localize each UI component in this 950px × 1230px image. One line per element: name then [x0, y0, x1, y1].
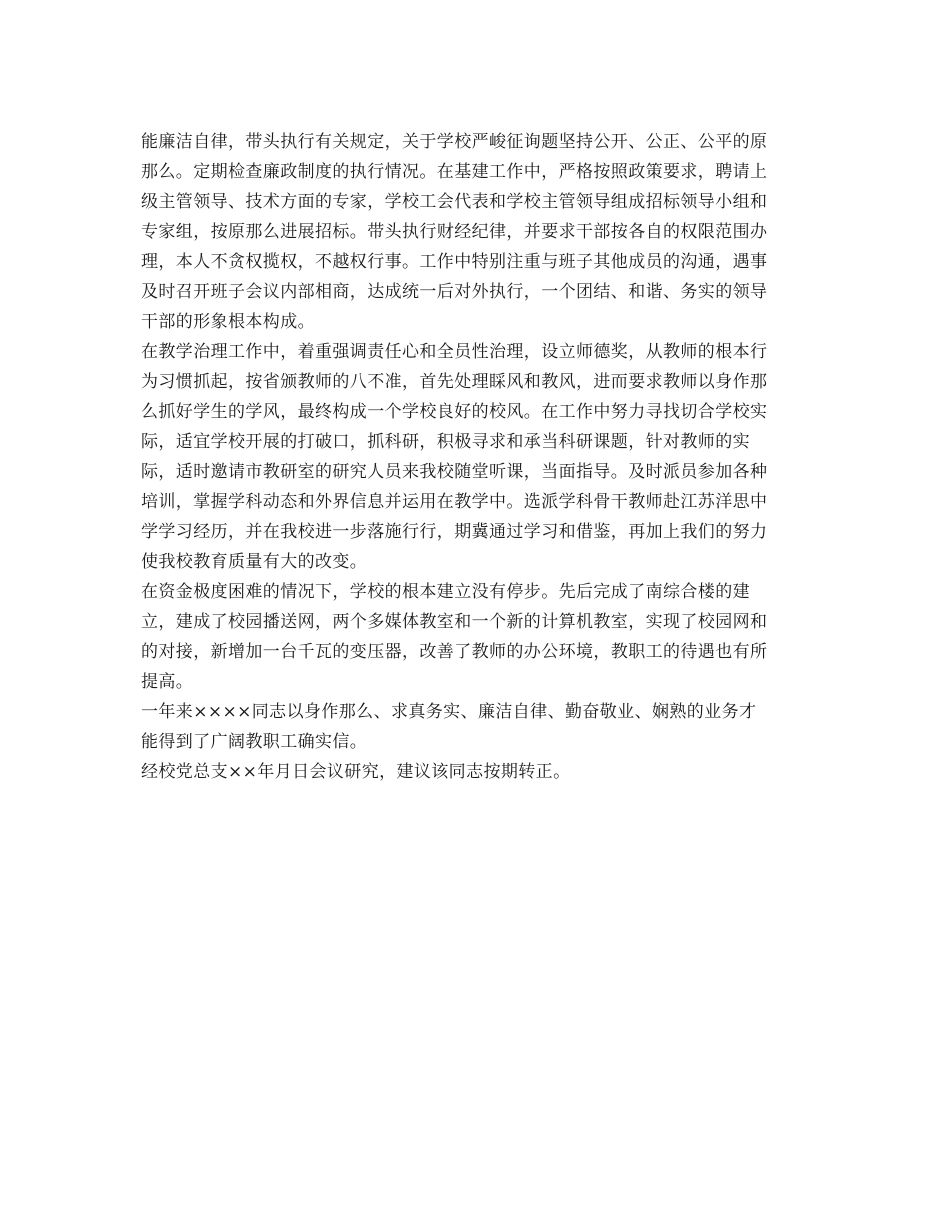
text-line: 在教学治理工作中，着重强调责任心和全员性治理，设立师德奖，从教师的根本行: [141, 342, 768, 362]
text-line: 的对接，新增加一台千瓦的变压器，改善了教师的办公环境，教职工的待遇也有所: [141, 642, 768, 662]
text-line: 专家组，按原那么进展招标。带头执行财经纪律，并要求干部按各自的权限范围办: [141, 222, 768, 242]
document-body: [141, 128, 821, 788]
text-line: 一年来××××同志以身作那么、求真务实、廉洁自律、勤奋敬业、娴熟的业务才: [141, 702, 757, 722]
text-line: 么抓好学生的学风，最终构成一个学校良好的校风。在工作中努力寻找切合学校实: [141, 402, 768, 422]
text-line: 学学习经历，并在我校进一步落施行行，期冀通过学习和借鉴，再加上我们的努力: [141, 522, 768, 542]
text-line: 理，本人不贪权揽权，不越权行事。工作中特别注重与班子其他成员的沟通，遇事: [141, 252, 768, 272]
text-line: 际，适宜学校开展的打破口，抓科研，积极寻求和承当科研课题，针对教师的实: [141, 432, 750, 452]
text-line: 培训，掌握学科动态和外界信息并运用在教学中。选派学科骨干教师赴江苏洋思中: [141, 492, 768, 512]
text-line: 能廉洁自律，带头执行有关规定，关于学校严峻征询题坚持公开、公正、公平的原: [141, 132, 768, 152]
text-line: 级主管领导、技术方面的专家，学校工会代表和学校主管领导组成招标领导小组和: [141, 192, 768, 212]
text-line: 立，建成了校园播送网，两个多媒体教室和一个新的计算机教室，实现了校园网和: [141, 612, 768, 632]
text-line: 及时召开班子会议内部相商，达成统一后对外执行，一个团结、和谐、务实的领导: [141, 282, 768, 302]
text-line: 经校党总支××年月日会议研究，建议该同志按期转正。: [141, 762, 571, 782]
text-line: 为习惯抓起，按省颁教师的八不准，首先处理睬风和教风，进而要求教师以身作那: [141, 372, 768, 392]
text-line: 在资金极度困难的情况下，学校的根本建立没有停步。先后完成了南综合楼的建: [141, 582, 750, 602]
text-line: 那么。定期检查廉政制度的执行情况。在基建工作中，严格按照政策要求，聘请上: [141, 162, 768, 182]
text-line: 能得到了广阔教职工确实信。: [141, 732, 368, 752]
text-line: 使我校教育质量有大的改变。: [141, 552, 368, 572]
text-line: 际，适时邀请市教研室的研究人员来我校随堂听课，当面指导。及时派员参加各种: [141, 462, 768, 482]
text-line: 提高。: [141, 672, 194, 692]
text-line: 干部的形象根本构成。: [141, 312, 315, 332]
